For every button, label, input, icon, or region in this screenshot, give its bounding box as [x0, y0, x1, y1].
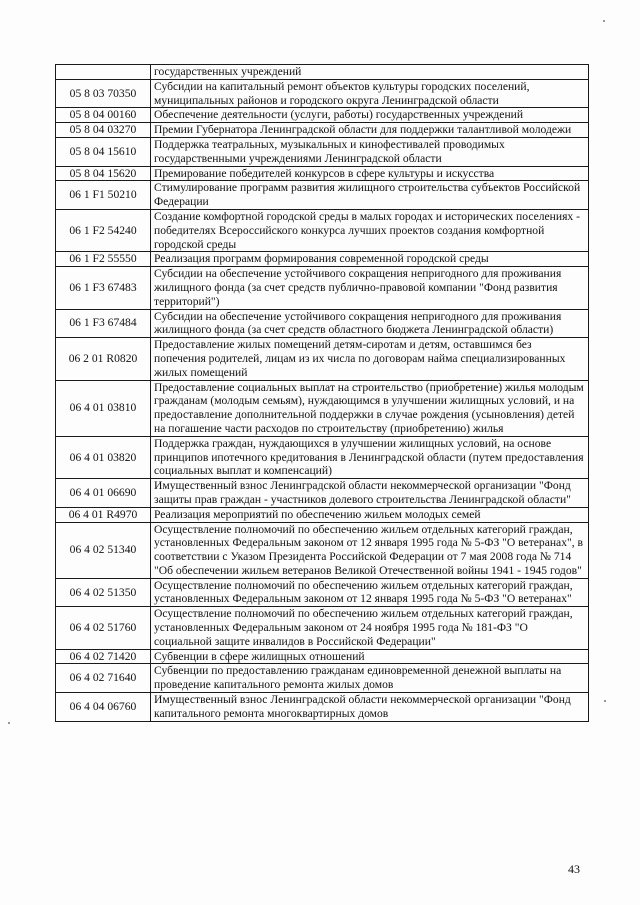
page-number: 43 [568, 862, 580, 876]
target-article-code: 06 1 F1 50210 [56, 181, 151, 210]
table-row [56, 693, 589, 722]
target-article-name: Осуществление полномочий по обеспечению жильем отдельных категорий граждан, установленных Федеральным законом от 12 января 1995 года № 5-ФЗ "О ветеранах", в соответствии с Указом Президента Российской Федерации от 7 мая 2008 года № 714 "Об обеспечении жильем ветеранов Великой Отечественной войны 1941 - 1945 годов" [151, 522, 589, 578]
table-row [56, 436, 589, 478]
target-article-code: 06 4 02 71420 [56, 649, 151, 664]
target-article-code: 06 4 01 06690 [56, 479, 151, 508]
target-article-code: 05 8 04 15610 [56, 137, 151, 166]
target-article-name: Осуществление полномочий по обеспечению жильем отдельных категорий граждан, установленных Федеральным законом от 12 января 1995 года № 5-ФЗ "О ветеранах" [151, 578, 589, 607]
target-article-name: Премии Губернатора Ленинградской области для поддержки талантливой молодежи [151, 123, 589, 138]
table-row [56, 479, 589, 508]
target-article-code: 06 4 01 03810 [56, 380, 151, 436]
target-article-name: Создание комфортной городской среды в малых городах и исторических поселениях - победителях Всероссийского конкурса лучших проектов создания комфортной городской среды [151, 209, 589, 251]
budget-classification-table [55, 64, 589, 722]
table-row [56, 380, 589, 436]
scan-speck [8, 722, 10, 724]
target-article-code: 05 8 04 00160 [56, 108, 151, 123]
target-article-code: 05 8 04 15620 [56, 166, 151, 181]
table-row [56, 79, 589, 108]
table-row [56, 649, 589, 664]
target-article-code: 06 1 F2 55550 [56, 252, 151, 267]
target-article-name: Стимулирование программ развития жилищного строительства субъектов Российской Федерации [151, 181, 589, 210]
target-article-name: Субвенции по предоставлению гражданам единовременной денежной выплаты на проведение капитального ремонта жилых домов [151, 664, 589, 693]
scan-speck [604, 700, 606, 702]
target-article-name: Поддержка театральных, музыкальных и кинофестивалей проводимых государственными учреждениями Ленинградской области [151, 137, 589, 166]
target-article-code: 06 4 01 03820 [56, 436, 151, 478]
table-row [56, 65, 589, 80]
target-article-code: 06 4 02 71640 [56, 664, 151, 693]
target-article-name: Осуществление полномочий по обеспечению жильем отдельных категорий граждан, установленных Федеральным законом от 24 ноября 1995 года № 181-ФЗ "О социальной защите инвалидов в Российской Федерации" [151, 607, 589, 649]
table-row [56, 507, 589, 522]
scan-speck [603, 20, 605, 22]
target-article-name: Предоставление социальных выплат на строительство (приобретение) жилья молодым гражданам (молодым семьям), нуждающимся в улучшении жилищных условий, и на предоставление дополнительной поддержки в случае рождения (усыновления) детей на погашение части расходов по строительству (приобретению) жилья [151, 380, 589, 436]
target-article-code: 06 4 02 51340 [56, 522, 151, 578]
table-row [56, 108, 589, 123]
target-article-name: Обеспечение деятельности (услуги, работы) государственных учреждений [151, 108, 589, 123]
table-row [56, 137, 589, 166]
target-article-code: 06 2 01 R0820 [56, 338, 151, 380]
target-article-code: 06 1 F2 54240 [56, 209, 151, 251]
target-article-code: 06 4 01 R4970 [56, 507, 151, 522]
target-article-code: 06 1 F3 67484 [56, 309, 151, 338]
table-row [56, 607, 589, 649]
target-article-code: 06 1 F3 67483 [56, 267, 151, 309]
target-article-code: 05 8 04 03270 [56, 123, 151, 138]
target-article-code: 06 4 04 06760 [56, 693, 151, 722]
target-article-name: Субвенции в сфере жилищных отношений [151, 649, 589, 664]
target-article-name: Субсидии на капитальный ремонт объектов культуры городских поселений, муниципальных районов и городского округа Ленинградской области [151, 79, 589, 108]
target-article-name: Субсидии на обеспечение устойчивого сокращения непригодного для проживания жилищного фонда (за счет средств областного бюджета Ленинградской области) [151, 309, 589, 338]
table-row [56, 267, 589, 309]
target-article-code [56, 65, 151, 80]
table-row [56, 309, 589, 338]
table-row [56, 181, 589, 210]
target-article-name: Премирование победителей конкурсов в сфере культуры и искусства [151, 166, 589, 181]
target-article-code: 05 8 03 70350 [56, 79, 151, 108]
table-row [56, 522, 589, 578]
target-article-name: Поддержка граждан, нуждающихся в улучшении жилищных условий, на основе принципов ипотечного кредитования в Ленинградской области (путем предоставления социальных выплат и компенсаций) [151, 436, 589, 478]
table-row [56, 123, 589, 138]
table-row [56, 578, 589, 607]
table-body [56, 65, 589, 722]
target-article-name: Предоставление жилых помещений детям-сиротам и детям, оставшимся без попечения родителей, лицам из их числа по договорам найма специализированных жилых помещений [151, 338, 589, 380]
target-article-name: Имущественный взнос Ленинградской области некоммерческой организации "Фонд защиты прав граждан - участников долевого строительства Ленинградской области" [151, 479, 589, 508]
target-article-name: Субсидии на обеспечение устойчивого сокращения непригодного для проживания жилищного фонда (за счет средств публично-правовой компании "Фонд развития территорий") [151, 267, 589, 309]
target-article-name: Имущественный взнос Ленинградской области некоммерческой организации "Фонд капитального ремонта многоквартирных домов [151, 693, 589, 722]
target-article-name: государственных учреждений [151, 65, 589, 80]
target-article-name: Реализация мероприятий по обеспечению жильем молодых семей [151, 507, 589, 522]
target-article-code: 06 4 02 51350 [56, 578, 151, 607]
target-article-name: Реализация программ формирования современной городской среды [151, 252, 589, 267]
table-row [56, 209, 589, 251]
table-row [56, 166, 589, 181]
table-row [56, 338, 589, 380]
target-article-code: 06 4 02 51760 [56, 607, 151, 649]
table-row [56, 664, 589, 693]
table-row [56, 252, 589, 267]
